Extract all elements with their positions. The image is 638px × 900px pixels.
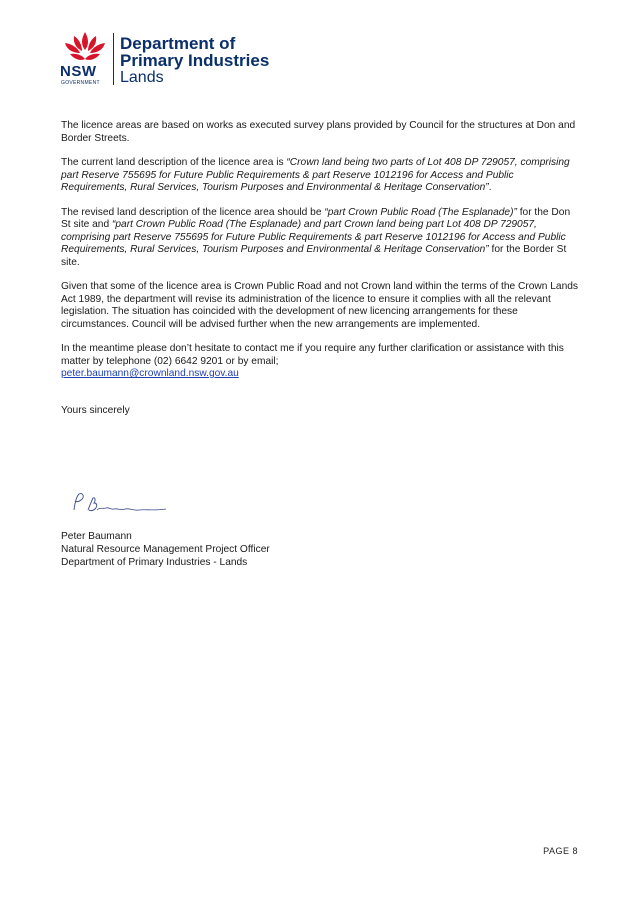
department-name-line1: Department of bbox=[120, 34, 236, 53]
revised-description-end: for the Border St site. bbox=[61, 244, 567, 268]
revised-description-intro: The revised land description of the licence area should be bbox=[61, 206, 325, 218]
contact-text: In the meantime please don’t hesitate to contact me if you require any further clarification or assistance with this matter by telephone (02) 6642 9201 or by email; bbox=[61, 343, 564, 367]
paragraph-crown-public-road: Given that some of the licence area is Crown Public Road and not Crown land within the terms of the Crown Lands Act 1989, the department will revise its administration of the licence to ensure it complies with all the relevant legislation. The situation has coincided with the development of new licencing arrangements for these circumstances. Council will be advised further when the new arrangements are implemented. bbox=[61, 281, 579, 330]
waratah-icon bbox=[60, 30, 110, 64]
current-description-end: . bbox=[488, 182, 492, 193]
paragraph-revised-description bbox=[61, 207, 581, 270]
current-description-quote: “Crown land being two parts of Lot 408 DP 729057, comprising part Reserve 755695 for Future Public Requirements & part Reserve 1012196 for Access and Public Requirements, Rural Services, Tourism Purposes and Environmental & Heritage Conservation” bbox=[61, 157, 570, 193]
signatory-department: Department of Primary Industries - Lands bbox=[61, 557, 248, 568]
current-description-intro: The current land description of the licence area is bbox=[61, 157, 287, 168]
signatory-title: Natural Resource Management Project Officer bbox=[61, 544, 270, 555]
government-wordmark: GOVERNMENT bbox=[61, 80, 100, 86]
department-name-line2: Primary Industries bbox=[120, 51, 270, 70]
revised-description-mid: for the Don St site and bbox=[61, 206, 571, 230]
department-name-line3: Lands bbox=[120, 69, 164, 86]
signature-block bbox=[61, 530, 270, 569]
revised-description-border-quote: “part Crown Public Road (The Esplanade) and part Crown land being part Lot 408 DP 729057, comprising part Reserve 755695 for Future Public Requirements & part Reserve 1012196 for Access and Public Requirements, Rural Services, Tourism Purposes and Environmental & Heritage Conservation” bbox=[61, 219, 566, 255]
revised-description-don-quote: “part Crown Public Road (The Esplanade)” bbox=[324, 206, 517, 218]
handwritten-signature bbox=[66, 490, 176, 520]
closing-salutation: Yours sincerely bbox=[61, 404, 130, 416]
letter-body bbox=[61, 120, 581, 429]
paragraph-licence-areas: The licence areas are based on works as executed survey plans provided by Council for the structures at Don and Border Streets. bbox=[61, 120, 576, 144]
signatory-name: Peter Baumann bbox=[61, 531, 132, 542]
nsw-wordmark: NSW bbox=[60, 63, 97, 80]
logo-divider bbox=[113, 33, 114, 85]
paragraph-contact bbox=[61, 343, 581, 381]
department-logo bbox=[60, 30, 280, 90]
email-link[interactable]: peter.baumann@crownland.nsw.gov.au bbox=[61, 368, 239, 379]
page-number: PAGE 8 bbox=[543, 846, 578, 856]
paragraph-current-description bbox=[61, 157, 581, 195]
